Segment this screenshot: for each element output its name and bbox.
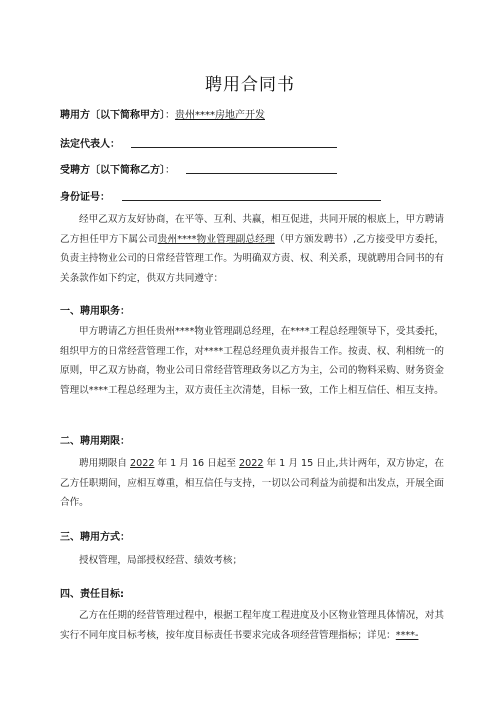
section-4-heading: 四、责任目标: <box>60 589 124 600</box>
legal-rep-label: 法定代表人： <box>60 139 120 150</box>
intro-text-2: （甲方颁发聘书）,乙方接受甲方委托，负责主持物业公司的日常经营管理工作。为明确双方责、权、利关系，现就聘用合同书的有关条款作如下约定，供双方共同遵守： <box>60 233 445 284</box>
employee-blank-line <box>186 173 337 174</box>
section-2-text-b: 年 1 月 16 日起至 <box>154 458 240 469</box>
intro-paragraph <box>60 210 444 288</box>
employee-separator: ： <box>165 165 175 176</box>
id-number-field <box>60 188 110 203</box>
section-2-text-a: 聘用期限自 <box>79 458 131 469</box>
intro-text-1: 经甲乙双方友好协商，在平等、互利、共赢，相互促进，共同开展的根底上，甲方聘请乙方担任甲方下属公司 <box>60 214 444 245</box>
section-1-paragraph <box>60 322 444 400</box>
section-2-year-end: 2022 <box>239 458 264 469</box>
legal-rep-blank-line <box>131 147 337 148</box>
section-2-heading: 二、聘用期限： <box>60 436 130 447</box>
employer-field <box>60 106 265 121</box>
section-1-text: 甲方聘请乙方担任贵州****物业管理副总经理，在****工程总经理领导下，受其委托，组织甲方的日常经营管理工作，对****工程总经理负责并报告工作。按责、权、利相统一的原则，甲乙双方协商，物业公司日常经营管理政务以乙方为主，公司的物料采购、财务资金管理以****工程总经理为主，双方责任主次清楚，目标一致，工作上相互信任、相互支持。 <box>60 326 444 396</box>
employer-label: 聘用方〔以下简称甲方〕 <box>60 110 165 121</box>
id-number-label: 身份证号： <box>60 192 110 203</box>
section-2-paragraph <box>60 454 444 513</box>
employee-field <box>60 161 175 176</box>
employer-separator: ： <box>165 110 175 121</box>
id-number-blank-line <box>122 200 381 201</box>
section-4-paragraph <box>60 606 444 645</box>
section-3-text: 授权管理，局部授权经营、绩效考核； <box>79 555 243 566</box>
document-title: 聘用合同书 <box>205 75 295 95</box>
section-1-heading: 一、聘用职务： <box>60 306 130 317</box>
section-4-reference: ****- <box>395 629 419 641</box>
section-4-text: 乙方在任期的经营管理过程中，根据工程年度工程进度及小区物业管理具体情况，对其实行不同年度目标考核，按年度目标责任书要求完成各项经营管理指标；详见： <box>60 610 444 641</box>
intro-position-text: 贵州****物业管理副总经理 <box>157 233 275 245</box>
legal-rep-field <box>60 135 120 150</box>
section-3-heading: 三、聘用方式： <box>60 532 130 543</box>
employee-label: 受聘方〔以下简称乙方〕 <box>60 165 165 176</box>
section-2-year-start: 2022 <box>130 458 155 469</box>
employer-value: 贵州****房地产开发 <box>175 110 265 121</box>
section-2-text-c: 年 1 月 15 日止,共计两年，双方协定，在乙方任职期间，应相互尊重，相互信任与支持，一切以公司利益为前提和出发点，开展全面合作。 <box>60 458 445 508</box>
